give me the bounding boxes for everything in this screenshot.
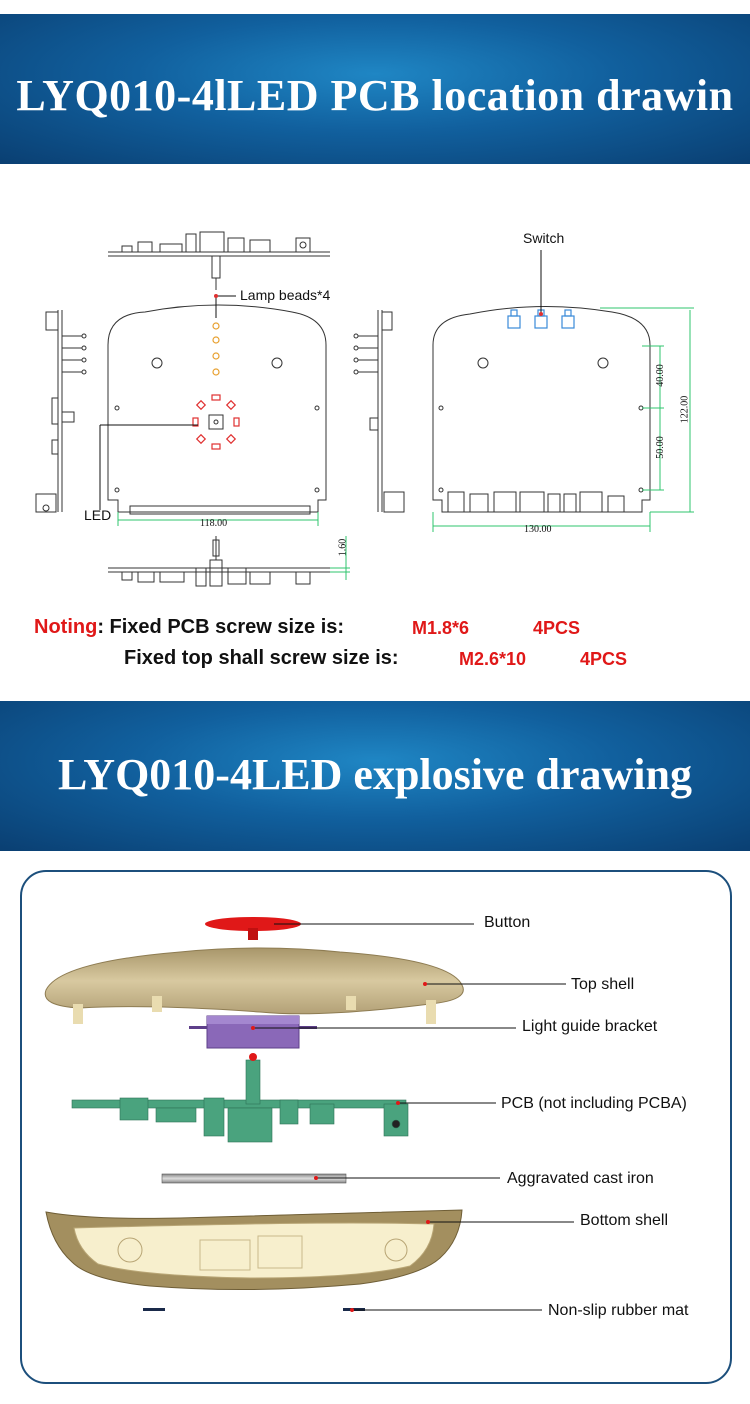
- label-cast-iron: Aggravated cast iron: [507, 1170, 654, 1187]
- label-light-guide-bracket: Light guide bracket: [522, 1018, 658, 1035]
- note-prefix: Noting: [34, 616, 98, 638]
- label-bottom-shell: Bottom shell: [580, 1212, 669, 1229]
- pcb-part: [72, 1060, 408, 1142]
- note-line-2-qty: 4PCS: [580, 649, 628, 669]
- label-rubber-mat: Non-slip rubber mat: [548, 1302, 689, 1319]
- note-line-1-size: M1.8*6: [412, 618, 470, 638]
- dimension-122: 122.00: [679, 395, 691, 424]
- label-button: Button: [484, 914, 531, 931]
- light-guide-bracket-part: [189, 1016, 317, 1048]
- switch-label: Switch: [523, 230, 565, 246]
- section-title-pcb-location: LYQ010-4lLED PCB location drawin: [16, 71, 734, 120]
- note-line-2-text: Fixed top shall screw size is:: [124, 647, 399, 669]
- top-shell-part: [45, 948, 463, 1024]
- lamp-beads-label: Lamp beads*4: [240, 287, 331, 303]
- dimension-50: 50.00: [654, 436, 666, 459]
- dimension-118: 118.00: [200, 518, 228, 529]
- dimension-1-60: 1.60: [337, 538, 349, 557]
- note-line-1-qty: 4PCS: [533, 618, 581, 638]
- dimension-40: 40.00: [654, 364, 666, 387]
- led-label: LED: [84, 507, 112, 523]
- label-top-shell: Top shell: [571, 976, 635, 993]
- rubber-mat-left: [143, 1308, 165, 1311]
- note-line-2-size: M2.6*10: [459, 649, 527, 669]
- dimension-130: 130.00: [524, 524, 552, 535]
- note-line-1-text: : Fixed PCB screw size is:: [97, 616, 345, 638]
- button-part: [205, 917, 301, 940]
- label-pcb: PCB (not including PCBA): [501, 1095, 687, 1112]
- section-title-explosive: LYQ010-4LED explosive drawing: [57, 750, 692, 799]
- bottom-shell-part: [46, 1210, 462, 1290]
